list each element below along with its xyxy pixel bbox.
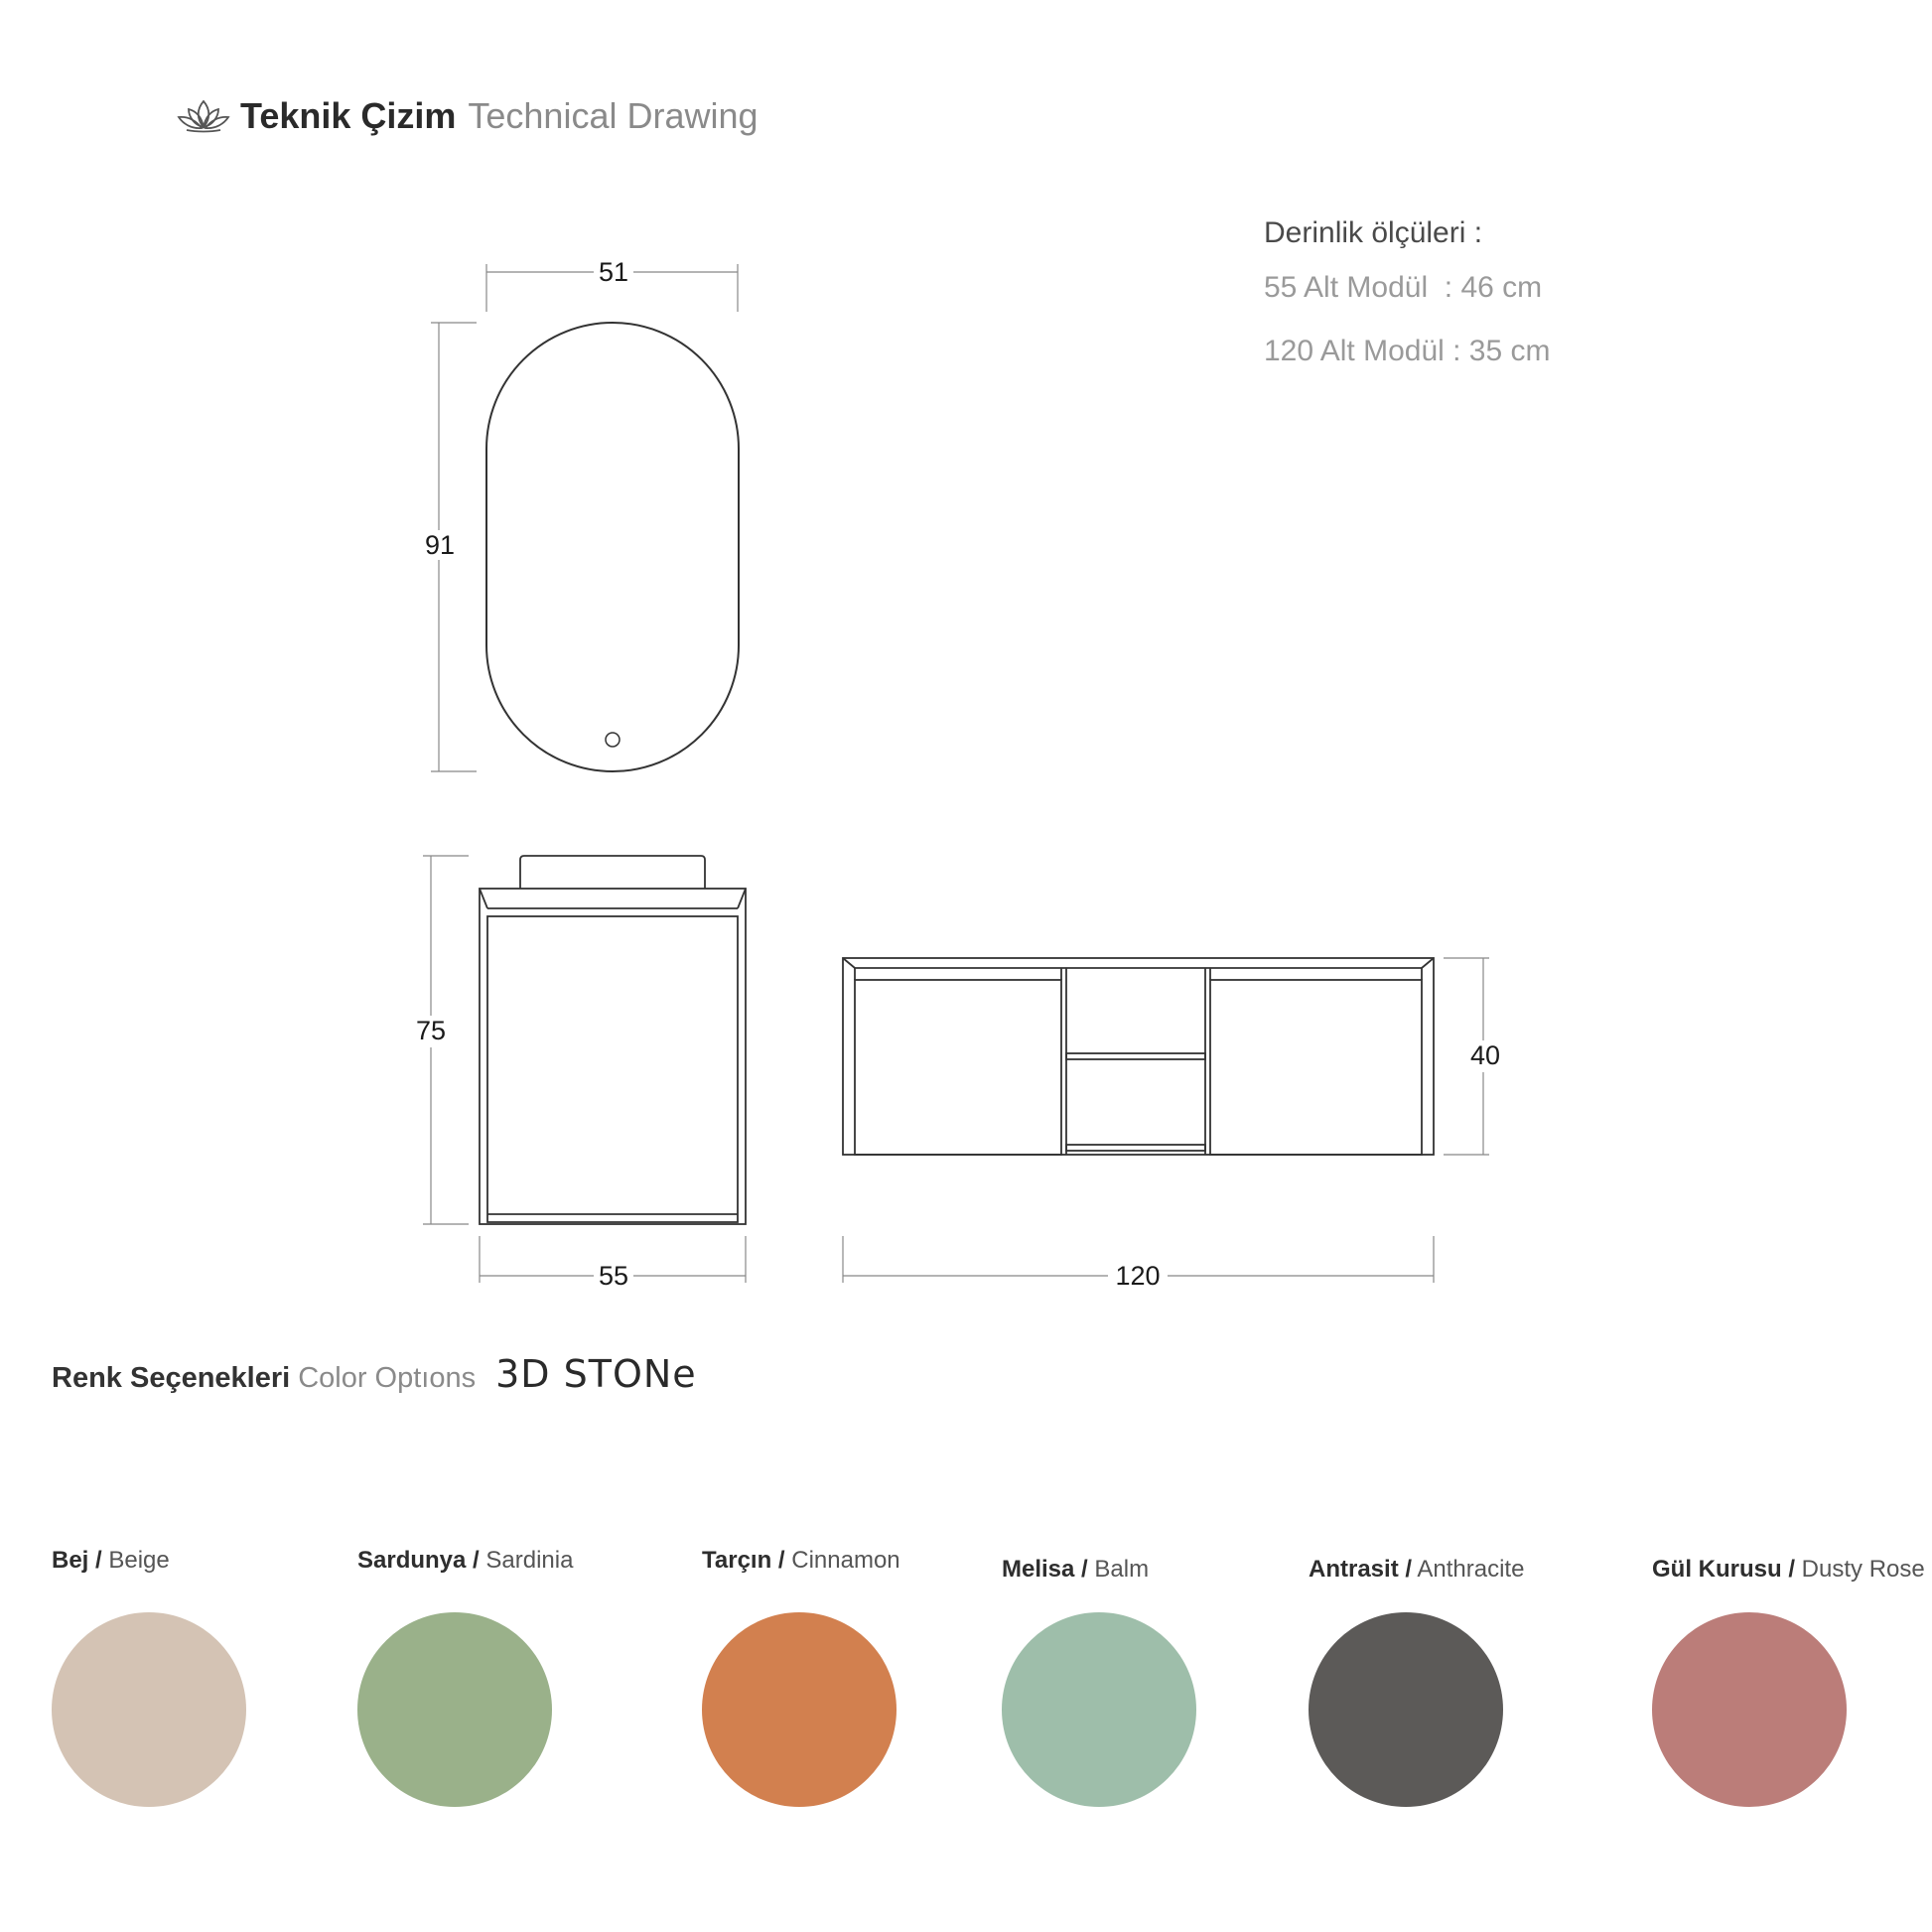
color-circle[interactable] xyxy=(1652,1612,1847,1807)
colors-heading-turkish: Renk Seçenekleri xyxy=(52,1362,291,1394)
color-circle[interactable] xyxy=(1309,1612,1503,1807)
color-circle[interactable] xyxy=(52,1612,246,1807)
swatch-label: Gül Kurusu / Dusty Rose xyxy=(1652,1556,1925,1583)
swatch-label: Sardunya / Sardinia xyxy=(357,1547,574,1574)
color-options-heading xyxy=(52,1352,697,1402)
mirror-outline xyxy=(486,323,739,771)
brand-name: 3D STONe xyxy=(495,1352,697,1396)
cabinet-120-outline xyxy=(843,958,1434,1155)
mirror-touch-sensor xyxy=(606,733,620,747)
cabinet-120-height-label: 40 xyxy=(1469,1040,1501,1070)
mirror-width-label: 51 xyxy=(598,257,629,287)
cabinet-55-outline xyxy=(480,856,746,1224)
cabinet-55-height-label: 75 xyxy=(415,1016,447,1045)
swatch-label: Melisa / Balm xyxy=(1002,1556,1150,1583)
cabinet-55-dimension-lines xyxy=(423,856,746,1283)
depth-line-55: 55 Alt Modül : 46 cm xyxy=(1264,271,1543,304)
mirror-dimension-lines xyxy=(431,264,738,771)
depth-title: Derinlik ölçüleri : xyxy=(1264,216,1483,249)
cabinet-55-width-label: 55 xyxy=(598,1261,629,1291)
depth-line-120: 120 Alt Modül : 35 cm xyxy=(1264,335,1551,367)
color-circle[interactable] xyxy=(357,1612,552,1807)
swatch-label: Tarçın / Cinnamon xyxy=(702,1547,900,1574)
mirror-height-label: 91 xyxy=(424,530,456,560)
title-english: Technical Drawing xyxy=(468,95,759,136)
swatch-label: Bej / Beige xyxy=(52,1547,170,1574)
cabinet-120-dimension-lines xyxy=(843,958,1489,1283)
swatch-label: Antrasit / Anthracite xyxy=(1309,1556,1525,1583)
title-turkish: Teknik Çizim xyxy=(240,95,457,136)
color-circle[interactable] xyxy=(1002,1612,1196,1807)
cabinet-120-width-label: 120 xyxy=(1115,1261,1161,1291)
color-circle[interactable] xyxy=(702,1612,897,1807)
colors-heading-english: Color Optıons xyxy=(298,1362,477,1394)
